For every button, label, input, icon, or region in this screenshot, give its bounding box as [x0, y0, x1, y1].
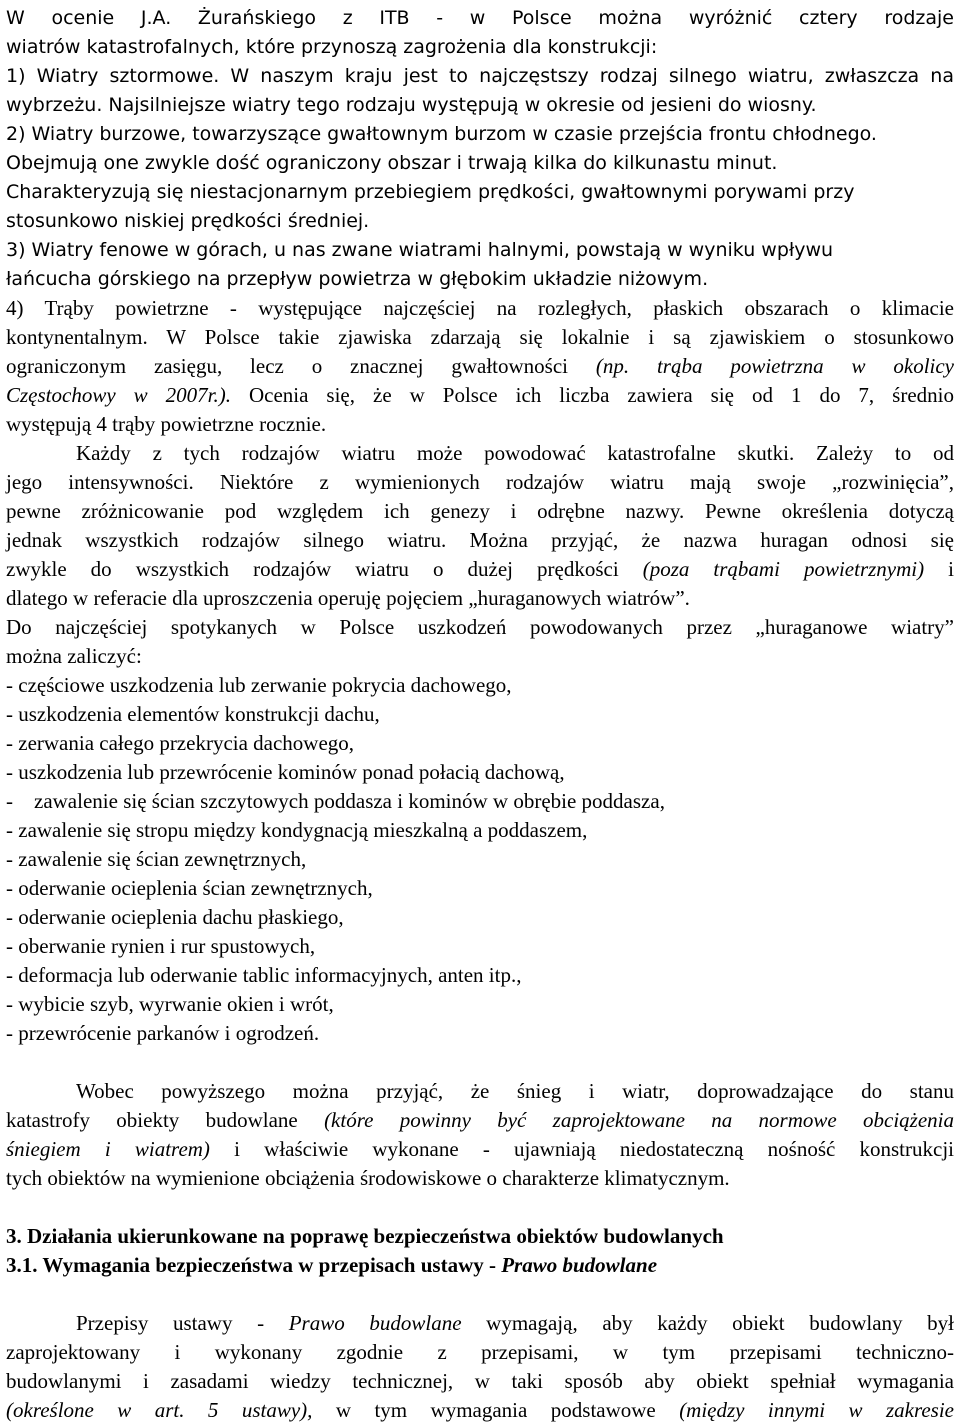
list-item: - zerwania całego przekrycia dachowego, [6, 731, 355, 755]
text-line: wybrzeżu. Najsilniejsze wiatry tego rodzaju występują w okresie od jesieni do wiosny. [6, 94, 817, 116]
text-line: 1) Wiatry sztormowe. W naszym kraju jest to najczęstszy rodzaj silnego wiatru, zwłaszcza na [6, 65, 954, 87]
italic-text: (określone w art. 5 ustawy), [6, 1398, 313, 1422]
text-line [6, 1106, 954, 1135]
text-span: wymagają, aby każdy obiekt budowlany był [461, 1311, 955, 1335]
text-span: ograniczonym zasięgu, lecz o znacznej gwałtowności [6, 354, 596, 378]
text-line: Do najczęściej spotykanych w Polsce uszkodzeń powodowanych przez „huraganowe wiatry” [6, 615, 954, 639]
list-item: - deformacja lub oderwanie tablic informacyjnych, anten itp., [6, 963, 522, 987]
paragraph-hurricane-definition [6, 439, 954, 671]
subsection-heading [6, 1251, 954, 1280]
italic-text: (poza trąbami powietrznymi) [642, 557, 925, 581]
spacer [6, 1048, 954, 1077]
text-line: dlatego w referacie dla uproszczenia operuję pojęciem „huraganowych wiatrów”. [6, 586, 690, 610]
list-item: - częściowe uszkodzenia lub zerwanie pokrycia dachowego, [6, 673, 512, 697]
section-heading-block [6, 1222, 954, 1280]
subsection-heading-text: 3.1. Wymagania bezpieczeństwa w przepisach ustawy - [6, 1253, 502, 1277]
text-line: jednak wszystkich rodzajów silnego wiatru. Można przyjąć, że nazwa huragan odnosi się [6, 528, 954, 552]
text-span: Przepisy ustawy - [76, 1311, 289, 1335]
text-span: i właściwie wykonane - ujawniają niedostateczną nośność konstrukcji [209, 1137, 955, 1161]
damage-list [6, 671, 954, 1048]
text-line: Obejmują one zwykle dość ograniczony obszar i trwają kilka do kilkunastu minut. [6, 152, 778, 174]
list-item: - wybicie szyb, wyrwanie okien i wrót, [6, 992, 334, 1016]
text-line: jego intensywności. Niektóre z wymienionych rodzajów wiatru mają swoje „rozwinięcia”, [6, 470, 954, 494]
text-line: wiatrów katastrofalnych, które przynoszą zagrożenia dla konstrukcji: [6, 36, 658, 58]
list-item: - oderwanie ocieplenia dachu płaskiego, [6, 905, 344, 929]
list-item: - oberwanie rynien i rur spustowych, [6, 934, 316, 958]
text-line: tych obiektów na wymienione obciążenia środowiskowe o charakterze klimatycznym. [6, 1166, 730, 1190]
text-span: i [924, 557, 955, 581]
list-item: - oderwanie ocieplenia ścian zewnętrznych, [6, 876, 373, 900]
text-span: w tym wymagania podstawowe [312, 1398, 680, 1422]
paragraph-wind-types [6, 4, 954, 439]
text-line: budowlanymi i zasadami wiedzy technicznej, w taki sposób aby obiekt spełniał wymagania [6, 1369, 954, 1393]
text-line: Wobec powyższego można przyjąć, że śnieg i wiatr, doprowadzające do stanu [76, 1079, 954, 1103]
list-item-text: zawalenie się ścian szczytowych poddasza i kominów w obrębie poddasza, [34, 789, 665, 813]
text-line: zaprojektowany i wykonany zgodnie z przepisami, w tym przepisami techniczno- [6, 1340, 954, 1364]
list-item: - zawalenie się stropu między kondygnacją mieszkalną a poddaszem, [6, 818, 588, 842]
italic-text: (które powinny być zaprojektowane na normowe obciążenia [324, 1108, 954, 1132]
list-item [6, 787, 954, 816]
text-line [6, 352, 954, 381]
text-line [6, 381, 954, 410]
text-line: Charakteryzują się niestacjonarnym przebiegiem prędkości, gwałtownymi porywami przy [6, 181, 855, 203]
text-line: W ocenie J.A. Żurańskiego z ITB - w Polsce można wyróżnić cztery rodzaje [6, 7, 954, 29]
italic-text: (między innymi w zakresie [679, 1398, 954, 1422]
italic-text: śniegiem i wiatrem) [6, 1137, 210, 1161]
text-line: 4) Trąby powietrzne - występujące najczęściej na rozległych, płaskich obszarach o klimacie [6, 296, 954, 320]
text-line: pewne zróżnicowanie pod względem ich genezy i odrębne nazwy. Pewne określenia dotyczą [6, 499, 954, 523]
text-line: stosunkowo niskiej prędkości średniej. [6, 210, 370, 232]
text-span: Ocenia się, że w Polsce ich liczba zawiera się od 1 do 7, średnio [230, 383, 954, 407]
text-line [6, 1309, 954, 1338]
italic-text: Częstochowy w 2007r.). [6, 383, 231, 407]
spacer [6, 1193, 954, 1222]
list-item: - zawalenie się ścian zewnętrznych, [6, 847, 307, 871]
text-span: katastrofy obiekty budowlane [6, 1108, 325, 1132]
paragraph-conclusion [6, 1077, 954, 1193]
text-line: występują 4 trąby powietrzne rocznie. [6, 412, 327, 436]
text-line: 3) Wiatry fenowe w górach, u nas zwane wiatrami halnymi, powstają w wyniku wpływu [6, 239, 834, 261]
section-heading: 3. Działania ukierunkowane na poprawę bezpieczeństwa obiektów budowlanych [6, 1224, 724, 1248]
subsection-heading-italic: Prawo budowlane [501, 1253, 658, 1277]
list-item: - przewrócenie parkanów i ogrodzeń. [6, 1021, 320, 1045]
list-item: - uszkodzenia lub przewrócenie kominów ponad połacią dachową, [6, 760, 565, 784]
list-dash: - [6, 789, 13, 813]
list-item: - uszkodzenia elementów konstrukcji dachu, [6, 702, 380, 726]
text-line: łańcucha górskiego na przepływ powietrza w głębokim układzie niżowym. [6, 268, 709, 290]
text-line [6, 555, 954, 584]
text-line: kontynentalnym. W Polsce takie zjawiska zdarzają się lokalnie i są zjawiskiem o stosunkowo [6, 325, 954, 349]
text-line [6, 1396, 954, 1425]
text-span: zwykle do wszystkich rodzajów wiatru o dużej prędkości [6, 557, 643, 581]
paragraph-building-law [6, 1309, 954, 1425]
text-line [6, 1135, 954, 1164]
text-line: 2) Wiatry burzowe, towarzyszące gwałtownym burzom w czasie przejścia frontu chłodnego. [6, 123, 877, 145]
spacer [6, 1280, 954, 1309]
text-line: Każdy z tych rodzajów wiatru może powodować katastrofalne skutki. Zależy to od [76, 441, 954, 465]
text-line: można zaliczyć: [6, 644, 142, 668]
italic-text: (np. trąba powietrzna w okolicy [595, 354, 955, 378]
italic-text: Prawo budowlane [288, 1311, 462, 1335]
